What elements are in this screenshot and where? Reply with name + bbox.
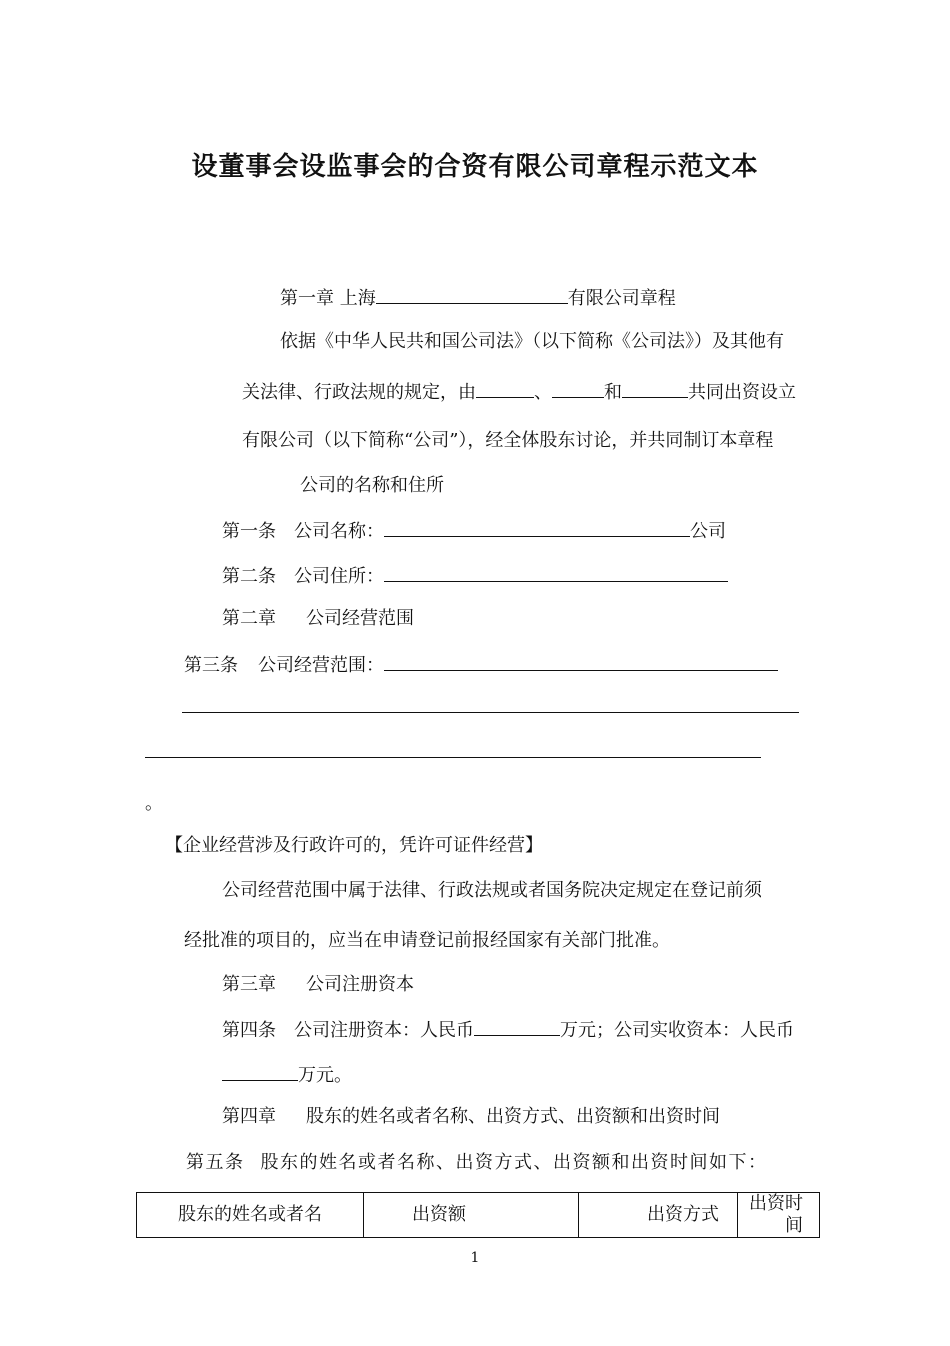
article-1-text: 公司名称： bbox=[294, 521, 384, 542]
scope-note-line-2: 经批准的项目的，应当在申请登记前报经国家有关部门批准。 bbox=[184, 930, 670, 951]
article-4-line-2 bbox=[222, 1062, 352, 1088]
article-4-line-1 bbox=[222, 1017, 794, 1043]
article-4-text-b: 万元；公司实收资本：人民币 bbox=[560, 1020, 794, 1041]
license-note: 【企业经营涉及行政许可的，凭许可证件经营】 bbox=[165, 835, 543, 856]
company-address-field bbox=[384, 563, 728, 582]
chapter-2-text: 公司经营范围 bbox=[306, 608, 414, 629]
intro-line-1: 依据《中华人民共和国公司法》（以下简称《公司法》）及其他有 bbox=[280, 331, 784, 352]
article-4-label: 第四条 bbox=[222, 1020, 276, 1041]
shareholder-1-blank bbox=[476, 379, 534, 398]
table-header-name: 股东的姓名或者名 bbox=[137, 1193, 364, 1238]
shareholder-3-blank bbox=[622, 379, 688, 398]
article-4-text-a: 公司注册资本：人民币 bbox=[294, 1020, 474, 1041]
intro-line-2-b: 、 bbox=[534, 382, 552, 403]
table-header-method: 出资方式 bbox=[579, 1193, 738, 1238]
article-3-text: 公司经营范围： bbox=[258, 655, 384, 676]
registered-capital-field bbox=[474, 1017, 560, 1036]
paid-in-capital-field bbox=[222, 1062, 298, 1081]
chapter-2-heading bbox=[222, 607, 414, 631]
article-5-label: 第五条 bbox=[186, 1152, 245, 1173]
chapter-4-heading bbox=[222, 1105, 720, 1129]
article-2 bbox=[222, 563, 728, 589]
intro-line-3: 有限公司（以下简称“公司”），经全体股东讨论，并共同制订本章程 bbox=[242, 430, 774, 451]
end-mark: 。 bbox=[145, 793, 163, 814]
chapter-3-label: 第三章 bbox=[222, 974, 276, 995]
intro-line-2-d: 共同出资设立 bbox=[688, 382, 796, 403]
page-number: 1 bbox=[470, 1250, 480, 1266]
article-3 bbox=[184, 652, 778, 678]
chapter-1-heading bbox=[280, 285, 676, 311]
shareholder-table bbox=[136, 1192, 820, 1238]
table-header-row bbox=[137, 1193, 820, 1238]
article-5 bbox=[186, 1151, 768, 1175]
business-scope-field-3 bbox=[145, 757, 761, 758]
section-name-address: 公司的名称和住所 bbox=[300, 475, 444, 496]
article-2-text: 公司住所： bbox=[294, 566, 384, 587]
chapter-2-label: 第二章 bbox=[222, 608, 276, 629]
article-1-suffix: 公司 bbox=[690, 521, 726, 542]
article-2-label: 第二条 bbox=[222, 566, 276, 587]
chapter-4-text: 股东的姓名或者名称、出资方式、出资额和出资时间 bbox=[306, 1106, 720, 1127]
chapter-3-text: 公司注册资本 bbox=[306, 974, 414, 995]
article-1 bbox=[222, 518, 726, 544]
intro-line-2-a: 关法律、行政法规的规定，由 bbox=[242, 382, 476, 403]
intro-line-2 bbox=[242, 379, 796, 405]
business-scope-field-1 bbox=[384, 652, 778, 671]
scope-note-line-1: 公司经营范围中属于法律、行政法规或者国务院决定规定在登记前须 bbox=[222, 880, 762, 901]
article-3-label: 第三条 bbox=[184, 655, 238, 676]
chapter-4-label: 第四章 bbox=[222, 1106, 276, 1127]
article-4-text-c: 万元。 bbox=[298, 1065, 352, 1086]
table-header-time: 出资时间 bbox=[738, 1193, 820, 1238]
company-name-field bbox=[384, 518, 690, 537]
business-scope-field-2 bbox=[182, 712, 799, 713]
chapter-1-suffix: 有限公司章程 bbox=[567, 288, 676, 309]
chapter-3-heading bbox=[222, 973, 414, 997]
shareholder-2-blank bbox=[552, 379, 604, 398]
document-title: 设董事会设监事会的合资有限公司章程示范文本 bbox=[191, 152, 759, 182]
article-5-text: 股东的姓名或者名称、出资方式、出资额和出资时间如下： bbox=[260, 1152, 768, 1173]
intro-line-2-c: 和 bbox=[604, 382, 622, 403]
table-header-amount: 出资额 bbox=[364, 1193, 579, 1238]
chapter-1-prefix: 第一章 上海 bbox=[280, 288, 376, 309]
company-name-blank bbox=[376, 285, 568, 304]
article-1-label: 第一条 bbox=[222, 521, 276, 542]
